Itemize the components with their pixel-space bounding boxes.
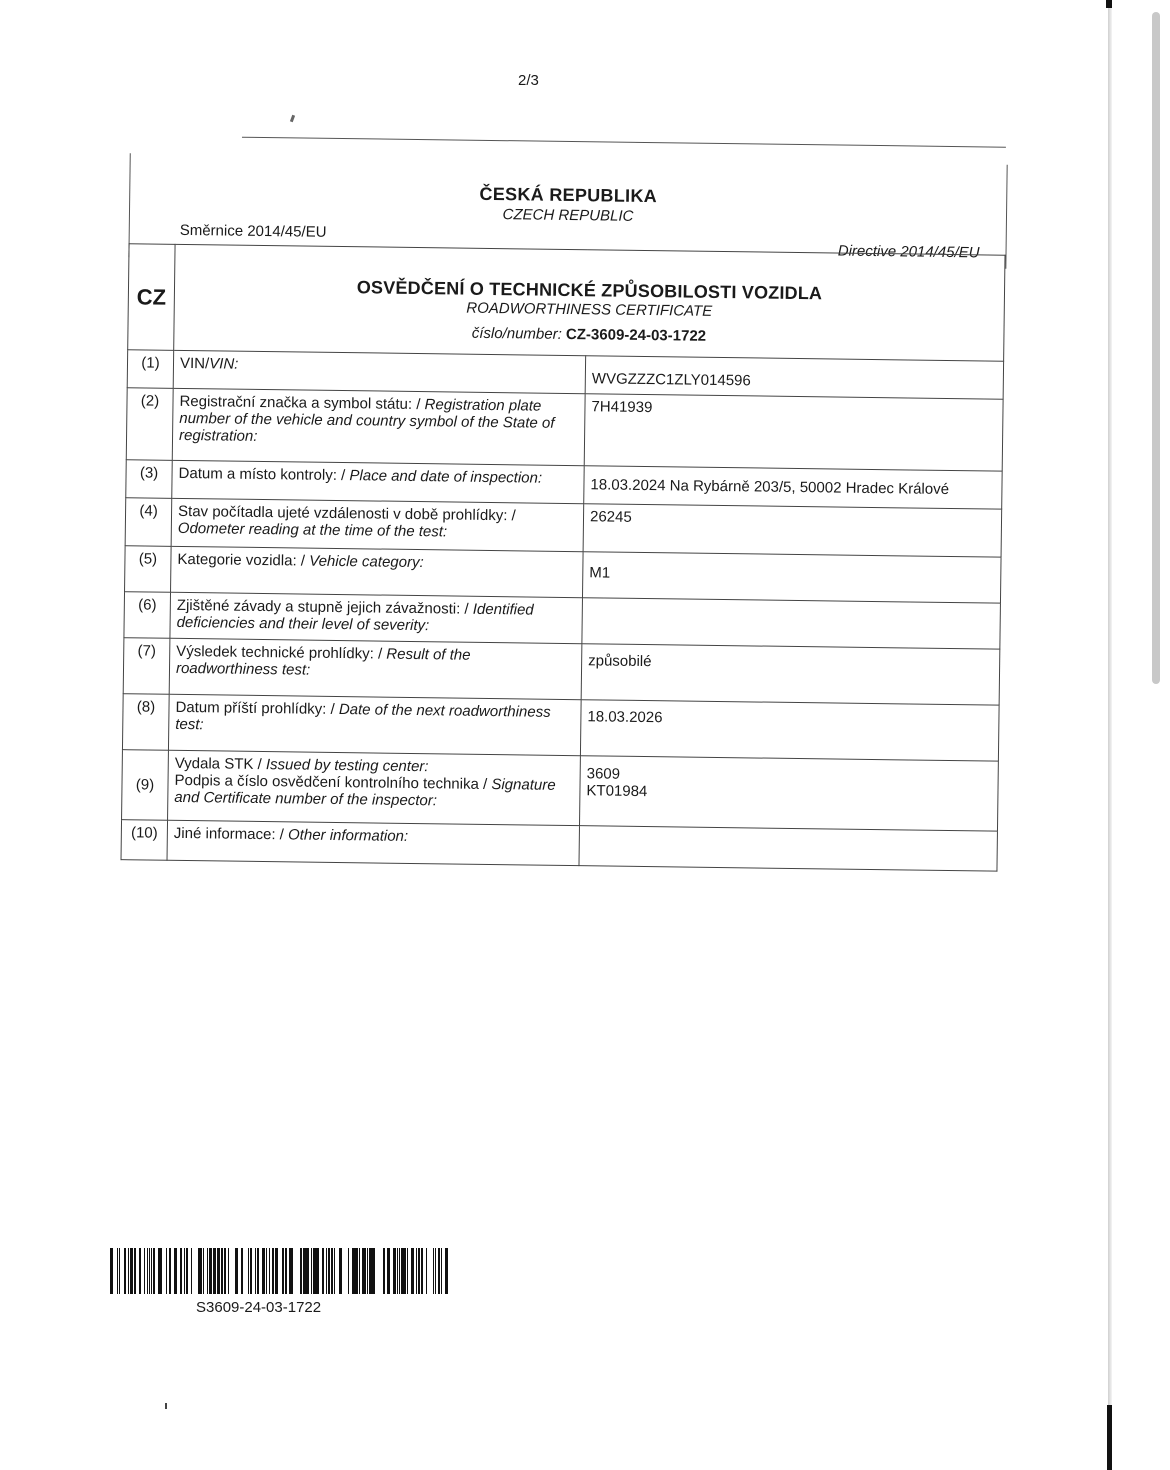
scan-speck <box>165 1403 167 1409</box>
inspector-certificate-number: KT01984 <box>586 782 648 801</box>
barcode-bar <box>383 1248 386 1294</box>
table-row <box>122 750 999 831</box>
number-label: číslo/number: <box>471 324 562 343</box>
barcode-bar <box>364 1248 366 1294</box>
barcode-bar <box>166 1248 167 1294</box>
label-en: Other information: <box>287 826 409 845</box>
row-value <box>579 756 998 831</box>
row-label <box>167 820 579 865</box>
barcode-bar <box>348 1248 350 1294</box>
barcode-bar <box>277 1248 278 1294</box>
label2-en: Signature and Certificate number of the inspector: <box>174 776 556 810</box>
barcode-bar <box>311 1248 312 1294</box>
table-row <box>126 388 1003 471</box>
row-number: (7) <box>123 638 170 695</box>
row-label <box>170 592 583 643</box>
scan-edge <box>1108 0 1112 1470</box>
barcode-bar <box>124 1248 126 1294</box>
barcode-bar <box>269 1248 270 1294</box>
scan-mark-top <box>1106 0 1112 8</box>
vertical-scrollbar[interactable] <box>1152 12 1160 684</box>
barcode-bar <box>285 1248 286 1294</box>
row-value: 7H41939 <box>584 394 1003 471</box>
barcode-bar <box>421 1248 424 1294</box>
barcode-bar <box>119 1248 120 1294</box>
label-cz: Vydala STK / <box>174 754 267 774</box>
label-en: VIN: <box>209 355 239 373</box>
barcode-bar <box>286 1248 287 1294</box>
barcode-bar <box>328 1248 330 1294</box>
row-value <box>579 826 997 871</box>
label-cz: Výsledek technické prohlídky: / <box>176 642 387 663</box>
barcode-bar <box>306 1248 309 1294</box>
barcode-bar <box>426 1248 427 1294</box>
row-label <box>173 350 585 393</box>
barcode-bar <box>334 1248 335 1294</box>
barcode-bar <box>149 1248 150 1294</box>
label-cz: VIN/ <box>179 354 210 373</box>
label2-cz: Podpis a číslo osvědčení kontrolního technika / <box>174 771 492 794</box>
country-title-en: CZECH REPUBLIC <box>502 206 634 225</box>
barcode-bar <box>219 1248 220 1294</box>
barcode-bar <box>228 1248 229 1294</box>
barcode-bar <box>387 1248 390 1294</box>
barcode-bar <box>393 1248 396 1294</box>
label-en: Date of the next roadworthiness test: <box>175 701 551 734</box>
barcode-bar <box>441 1248 442 1294</box>
country-code: CZ <box>128 244 175 351</box>
barcode-bar <box>359 1248 360 1294</box>
barcode-bar <box>169 1248 171 1294</box>
scan-mark-bottom <box>1107 1405 1112 1470</box>
label-en: Place and date of inspection: <box>349 467 543 487</box>
scan-speck <box>290 115 295 123</box>
barcode-bar <box>242 1248 243 1294</box>
barcode-bar <box>292 1248 293 1294</box>
barcode-bar <box>407 1248 408 1294</box>
row-number: (10) <box>121 820 168 861</box>
row-value: WVGZZZC1ZLY014596 <box>585 356 1003 399</box>
barcode-bar <box>144 1248 145 1294</box>
title-sub: ROADWORTHINESS CERTIFICATE <box>466 299 713 320</box>
row-value: způsobilé <box>581 644 1000 705</box>
barcode-bar <box>255 1248 256 1294</box>
directive-cz: Směrnice 2014/45/EU <box>179 221 327 241</box>
row-label <box>168 750 581 825</box>
top-rule <box>242 137 1006 148</box>
barcode-bar <box>248 1248 249 1294</box>
barcode-bar <box>201 1248 202 1294</box>
label-en: Issued by testing center: <box>265 756 429 776</box>
row-label <box>172 388 585 465</box>
barcode-bar <box>147 1248 148 1294</box>
barcode-bar <box>372 1248 375 1294</box>
barcode-bar <box>300 1248 303 1294</box>
row-label <box>171 498 584 551</box>
certificate-table <box>121 243 1006 871</box>
row-number: (2) <box>126 388 173 461</box>
row-value: 18.03.2024 Na Rybárně 203/5, 50002 Hradec Králové <box>584 466 1002 509</box>
barcode-bar <box>367 1248 368 1294</box>
row-number: (9) <box>122 750 169 821</box>
barcode-bar <box>151 1248 153 1294</box>
barcode-bar <box>186 1248 188 1294</box>
label-cz: Kategorie vozidla: / <box>177 550 310 570</box>
barcode-bar <box>403 1248 406 1294</box>
barcode-bar <box>272 1248 275 1294</box>
barcode-bar <box>435 1248 436 1294</box>
barcode-bar <box>418 1248 420 1294</box>
label-cz: Zjištěné závady a stupně jejich závažnosti: / <box>176 596 473 618</box>
row-value <box>582 598 1001 649</box>
barcode-bar <box>135 1248 136 1294</box>
directive-en: Directive 2014/45/EU <box>837 242 980 262</box>
barcode-bar <box>262 1248 265 1294</box>
barcode-bar <box>413 1248 414 1294</box>
barcode-bar <box>132 1248 133 1294</box>
row-label <box>168 694 581 755</box>
barcode-bar <box>399 1248 400 1294</box>
label-en: Registration plate number of the vehicle and country symbol of the State of registration: <box>178 396 555 445</box>
row-value: 18.03.2026 <box>580 700 999 761</box>
label-cz: Stav počítadla ujeté vzdálenosti v době prohlídky: / <box>177 502 516 525</box>
barcode-bar <box>446 1248 448 1294</box>
row-label <box>172 460 584 503</box>
barcode-bar <box>140 1248 141 1294</box>
label-cz: Registrační značka a symbol státu: / <box>179 392 425 414</box>
certificate-number <box>180 321 997 349</box>
certificate-sheet <box>102 135 992 886</box>
barcode-bar <box>154 1248 155 1294</box>
barcode-bar <box>322 1248 325 1294</box>
certificate-title <box>174 244 1005 361</box>
number-value: CZ-3609-24-03-1722 <box>565 325 707 345</box>
label-cz: Datum a místo kontroly: / <box>178 464 350 485</box>
barcode-bar <box>207 1248 209 1294</box>
row-number: (5) <box>125 546 172 593</box>
label-cz: Datum příští prohlídky: / <box>175 698 340 719</box>
barcode-bar <box>110 1248 113 1294</box>
barcode-bar <box>355 1248 358 1294</box>
label-en: Result of the roadworthiness test: <box>175 645 471 679</box>
barcode-bar <box>209 1248 212 1294</box>
barcode-bar <box>191 1248 192 1294</box>
label-cz: Jiné informace: / <box>173 824 289 844</box>
barcode-bar <box>282 1248 284 1294</box>
label-en: Odometer reading at the time of the test: <box>177 519 448 541</box>
barcode-bar <box>438 1248 440 1294</box>
row-value: 26245 <box>583 504 1002 557</box>
row-number: (3) <box>126 460 172 499</box>
row-number: (8) <box>122 694 169 751</box>
barcode-bar <box>134 1248 135 1294</box>
barcode-bar <box>416 1248 417 1294</box>
barcode-bar <box>117 1248 118 1294</box>
barcode-bar <box>128 1248 129 1294</box>
barcode-bar <box>266 1248 267 1294</box>
page-number: 2/3 <box>518 72 539 89</box>
barcode-bar <box>180 1248 183 1294</box>
barcode-bar <box>203 1248 204 1294</box>
barcode-bar <box>331 1248 334 1294</box>
row-label <box>169 638 582 699</box>
label-en: Vehicle category: <box>309 552 424 572</box>
row-value: M1 <box>582 552 1001 603</box>
barcode-bar <box>341 1248 342 1294</box>
testing-center-number: 3609 <box>586 765 621 783</box>
barcode-bar <box>397 1248 399 1294</box>
barcode <box>110 1248 452 1294</box>
barcode-bar <box>250 1248 252 1294</box>
barcode-bar <box>257 1248 260 1294</box>
barcode-bar <box>326 1248 327 1294</box>
barcode-bar <box>235 1248 238 1294</box>
barcode-bar <box>213 1248 216 1294</box>
row-number: (1) <box>127 350 173 389</box>
barcode-bar <box>161 1248 163 1294</box>
title-row <box>128 244 1005 361</box>
row-number: (4) <box>125 498 172 547</box>
country-title: ČESKÁ REPUBLIKA <box>479 183 658 207</box>
barcode-bar <box>433 1248 434 1294</box>
barcode-text: S3609-24-03-1722 <box>196 1299 322 1316</box>
row-label <box>171 546 584 597</box>
row-number: (6) <box>124 592 171 639</box>
barcode-bar <box>411 1248 412 1294</box>
barcode-bar <box>316 1248 319 1294</box>
label-en: Identified deficiencies and their level of severity: <box>176 600 534 635</box>
barcode-bar <box>174 1248 177 1294</box>
title-main: OSVĚDČENÍ O TECHNICKÉ ZPŮSOBILOSTI VOZIDLA <box>356 277 823 304</box>
barcode-bar <box>221 1248 223 1294</box>
barcode-bar <box>224 1248 227 1294</box>
barcode-bar <box>184 1248 185 1294</box>
